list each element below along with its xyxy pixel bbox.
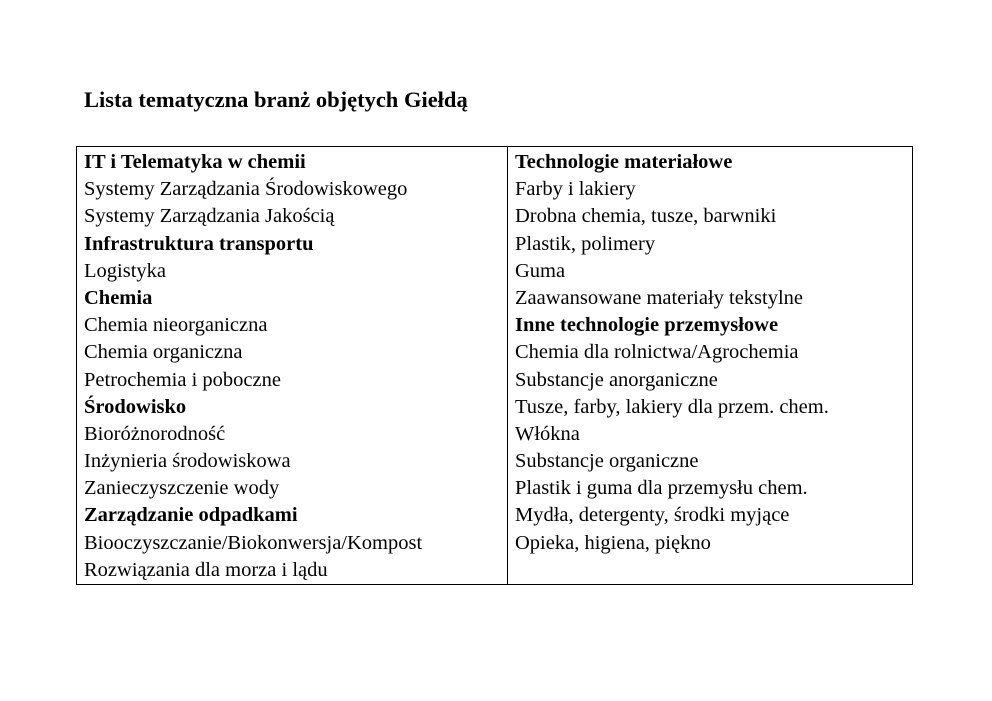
category-heading: Środowisko (84, 395, 187, 418)
list-item: Substancje anorganiczne (515, 368, 718, 391)
category-heading: Infrastruktura transportu (84, 232, 314, 255)
left-column-list (77, 147, 507, 584)
category-heading: Chemia (84, 286, 153, 309)
category-heading: Zarządzanie odpadkami (84, 504, 298, 527)
list-item: Zaawansowane materiały tekstylne (515, 286, 804, 309)
list-item: Biooczyszczanie/Biokonwersja/Kompost (84, 531, 423, 554)
category-heading: Inne technologie przemysłowe (515, 314, 779, 337)
list-item: Systemy Zarządzania Środowiskowego (84, 178, 408, 201)
list-item: Drobna chemia, tusze, barwniki (515, 205, 777, 228)
list-item: Zanieczyszczenie wody (84, 477, 280, 500)
category-heading: Technologie materiałowe (515, 151, 733, 173)
document-title: Lista tematyczna branż objętych Giełdą (84, 87, 468, 112)
list-item: Włókna (515, 422, 580, 445)
list-item: Chemia organiczna (84, 341, 243, 364)
category-heading: IT i Telematyka w chemii (84, 151, 306, 173)
right-column-cell (508, 147, 913, 585)
list-item: Farby i lakiery (515, 178, 636, 201)
list-item: Petrochemia i poboczne (84, 368, 281, 391)
list-item: Logistyka (84, 259, 166, 282)
list-item: Bioróżnorodność (84, 422, 226, 445)
list-item: Plastik, polimery (515, 232, 656, 255)
list-item: Inżynieria środowiskowa (84, 450, 291, 473)
list-item: Tusze, farby, lakiery dla przem. chem. (515, 395, 829, 418)
list-item: Chemia dla rolnictwa/Agrochemia (515, 341, 799, 364)
list-item: Chemia nieorganiczna (84, 314, 268, 337)
list-item: Mydła, detergenty, środki myjące (515, 504, 790, 527)
right-column-list (508, 147, 912, 557)
list-item: Rozwiązania dla morza i lądu (84, 558, 328, 581)
industry-topic-table (76, 146, 913, 585)
list-item: Substancje organiczne (515, 450, 699, 473)
list-item: Guma (515, 259, 566, 282)
left-column-cell (77, 147, 508, 585)
list-item: Systemy Zarządzania Jakością (84, 205, 335, 228)
list-item: Plastik i guma dla przemysłu chem. (515, 477, 808, 500)
list-item: Opieka, higiena, piękno (515, 531, 711, 554)
table-row (77, 147, 913, 585)
